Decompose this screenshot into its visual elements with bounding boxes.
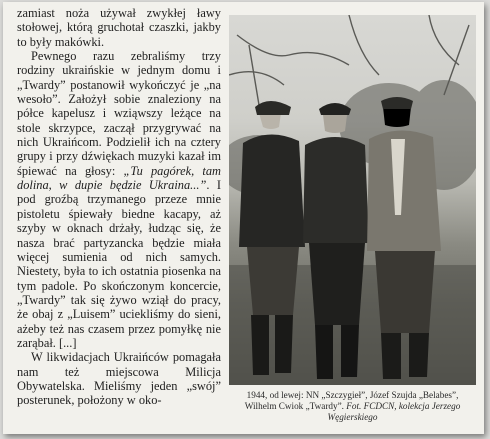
caption-line-2: Wilhelm Cwiok „Twardy”.	[244, 401, 347, 411]
photograph-illustration	[229, 15, 476, 385]
historical-photograph	[229, 15, 476, 385]
article-paragraph-3: W likwidacjach Ukraińców pomagała nam też miejscowa Milicja Obywatelska. Mieliśmy jeden „swój” posterunek, położony w oko-	[17, 350, 221, 408]
article-text-column	[17, 6, 221, 408]
article-paragraph-2-end: . I pod groźbą trzymanego przeze mnie pistoletu śpiewały biedne kacapy, aż szyby w oknach drżały, łudząc się, że nasza brać partyzancka będzie miała więcej sumienia od nich samych. Niestety, była to ich ostatnia piosenka na tym padole. Po skończonym koncercie, „Twardy” tak się żywo wziął do pracy, że obaj z „Luisem” uciekliśmy do sieni, ażeby też nas czasem przez pomyłkę nie zarąbał. [...]	[17, 178, 221, 350]
photo-caption	[229, 390, 476, 423]
book-page	[3, 2, 484, 434]
song-lyrics: „Tu pagórek, tam dolina, w dupie będzie Ukraina...”	[17, 163, 221, 193]
caption-credit: Fot. FCDCN, kolekcja Jerzego Węgierskiego	[327, 401, 461, 422]
article-paragraph-1: zamiast noża używał zwykłej ławy stołowej, którą gruchotał czaszki, jakby to były makówki.	[17, 6, 221, 49]
article-paragraph-2	[17, 49, 221, 350]
caption-line-1: 1944, od lewej: NN „Szczygieł”, Józef Szujda „Belabes”,	[246, 390, 459, 400]
article-paragraph-2-start: Pewnego razu zebraliśmy trzy rodziny ukraińskie w jednym domu i „Twardy” postanowił wykończyć je „na wesoło”. Założył sobie znaleziony na półce kapelusz i wziąwszy leżące na stole skrzypce, zaczął przygrywać na nich Ukraińcom. Podzielił ich na cztery grupy i przy dźwiękach muzyki kazał im śpiewać na głosy:	[17, 49, 221, 178]
